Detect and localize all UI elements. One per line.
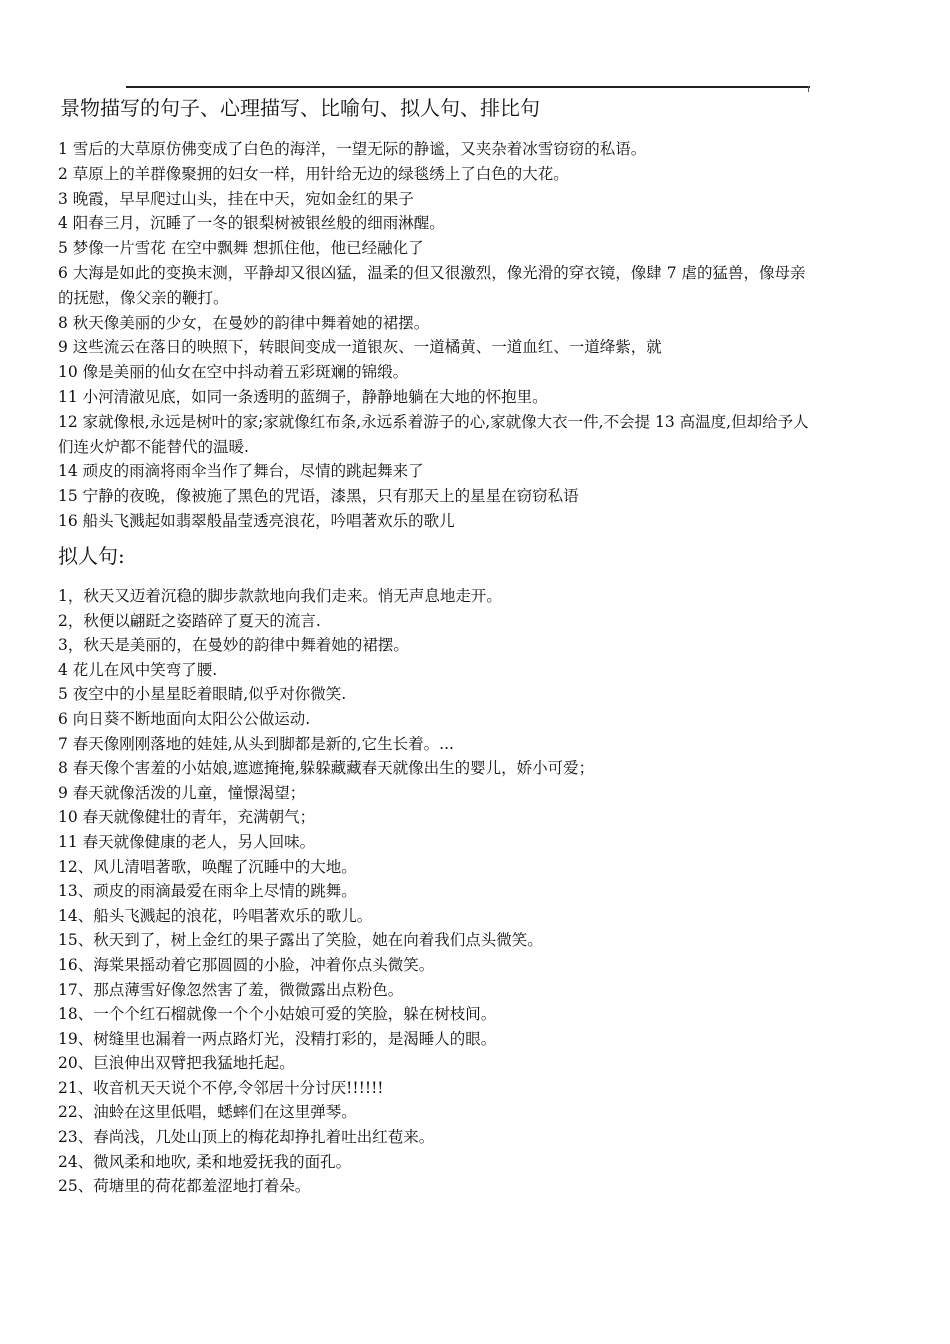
sentence-list-metaphor xyxy=(58,137,818,534)
list-item: 8 秋天像美丽的少女，在曼妙的韵律中舞着她的裙摆。 xyxy=(58,313,430,332)
sentence-list-personification xyxy=(58,584,818,1199)
list-item: 4 阳春三月，沉睡了一冬的银梨树被银丝般的细雨淋醒。 xyxy=(58,214,445,233)
list-item: 1 雪后的大草原仿佛变成了白色的海洋，一望无际的静谧，又夹杂着冰雪窃窃的私语。 xyxy=(58,140,647,158)
list-item: 10 春天就像健壮的青年，充满朝气； xyxy=(58,808,316,827)
list-item: 12、风儿清唱著歌，唤醒了沉睡中的大地。 xyxy=(58,857,357,876)
document-title: 景物描写的句子、心理描写、比喻句、拟人句、排比句 xyxy=(60,96,540,120)
list-item: 15 宁静的夜晚，像被施了黑色的咒语，漆黑，只有那天上的星星在窃窃私语 xyxy=(58,487,579,506)
list-item: 17、那点薄雪好像忽然害了羞，微微露出点粉色。 xyxy=(58,980,404,999)
list-item: 14、船头飞溅起的浪花，吟唱著欢乐的歌儿。 xyxy=(58,906,373,925)
list-item: 14 顽皮的雨滴将雨伞当作了舞台，尽情的跳起舞来了 xyxy=(58,462,424,481)
list-item: 24、微风柔和地吹, 柔和地爱抚我的面孔。 xyxy=(58,1152,352,1171)
list-item: 11 春天就像健康的老人，另人回味。 xyxy=(58,832,316,851)
list-item: 18、一个个红石榴就像一个个小姑娘可爱的笑脸，躲在树枝间。 xyxy=(58,1005,497,1024)
section-heading-personification: 拟人句: xyxy=(58,544,125,568)
list-item: 6 大海是如此的变换末测，平静却又很凶猛，温柔的但又很激烈，像光滑的穿衣镜，像肆 7 虐的猛兽，像母亲的抚慰，像父亲的鞭打。 xyxy=(58,263,806,307)
list-item: 16、海棠果摇动着它那圆圆的小脸，冲着你点头微笑。 xyxy=(58,955,435,974)
list-item: 5 梦像一片雪花 在空中飘舞 想抓住他，他已经融化了 xyxy=(58,239,424,258)
list-item: 6 向日葵不断地面向太阳公公做运动. xyxy=(58,709,311,728)
list-item: 4 花儿在风中笑弯了腰. xyxy=(58,660,218,679)
list-item: 9 春天就像活泼的儿童，憧憬渴望； xyxy=(58,783,306,802)
list-item: 3，秋天是美丽的，在曼妙的韵律中舞着她的裙摆。 xyxy=(58,636,409,655)
list-item: 2 草原上的羊群像聚拥的妇女一样，用针给无边的绿毯绣上了白色的大花。 xyxy=(58,164,569,183)
list-item: 10 像是美丽的仙女在空中抖动着五彩斑斓的锦缎。 xyxy=(58,363,409,382)
list-item: 22、油蛉在这里低唱，蟋蟀们在这里弹琴。 xyxy=(58,1103,357,1122)
list-item: 8 春天像个害羞的小姑娘,遮遮掩掩,躲躲藏藏春天就像出生的婴儿，娇小可爱； xyxy=(58,759,595,778)
list-item: 7 春天像刚刚落地的娃娃,从头到脚都是新的,它生长着。... xyxy=(58,734,454,753)
list-item: 12 家就像根,永远是树叶的家;家就像红布条,永远系着游子的心,家就像大衣一件,不会提 13 高温度,但却给予人们连火炉都不能替代的温暖. xyxy=(58,412,809,456)
list-item: 21、收音机天天说个不停,令邻居十分讨厌!!!!!! xyxy=(58,1078,384,1097)
list-item: 1，秋天又迈着沉稳的脚步款款地向我们走来。悄无声息地走开。 xyxy=(58,587,502,605)
list-item: 11 小河清澈见底，如同一条透明的蓝绸子，静静地躺在大地的怀抱里。 xyxy=(58,387,548,406)
list-item: 9 这些流云在落日的映照下，转眼间变成一道银灰、一道橘黄、一道血红、一道绛紫，就 xyxy=(58,338,662,357)
list-item: 25、荷塘里的荷花都羞涩地打着朵。 xyxy=(58,1177,311,1196)
list-item: 2，秋便以翩跹之姿踏碎了夏天的流言. xyxy=(58,611,321,630)
header-rule xyxy=(126,86,810,88)
list-item: 23、春尚浅，几处山顶上的梅花却挣扎着吐出红苞来。 xyxy=(58,1128,435,1147)
list-item: 13、顽皮的雨滴最爱在雨伞上尽情的跳舞。 xyxy=(58,882,357,901)
list-item: 19、树缝里也漏着一两点路灯光，没精打彩的，是渴睡人的眼。 xyxy=(58,1029,497,1048)
list-item: 20、巨浪伸出双臂把我猛地托起。 xyxy=(58,1054,295,1073)
list-item: 15、秋天到了，树上金红的果子露出了笑脸，她在向着我们点头微笑。 xyxy=(58,931,543,950)
list-item: 5 夜空中的小星星眨着眼睛,似乎对你微笑. xyxy=(58,685,347,704)
list-item: 16 船头飞溅起如翡翠般晶莹透亮浪花，吟唱著欢乐的歌儿 xyxy=(58,511,455,530)
list-item: 3 晚霞，早早爬过山头，挂在中天，宛如金红的果子 xyxy=(58,189,414,208)
